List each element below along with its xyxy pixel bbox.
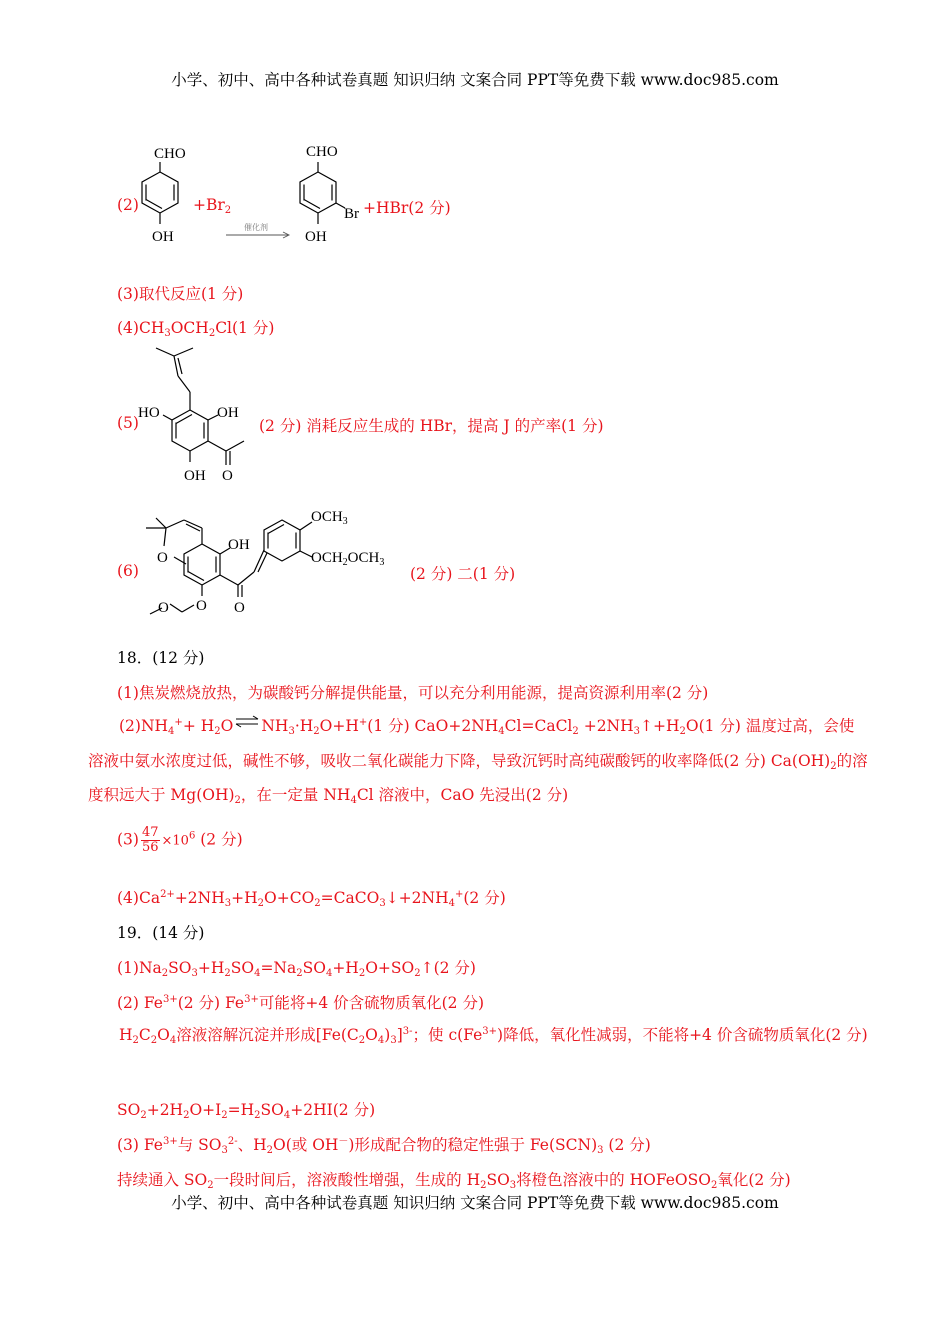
mol6-ether-o-label: O <box>196 598 207 614</box>
mol6-och3-label: $OCH_3$ <box>311 509 348 527</box>
q17-reagent-br2: $+Br_2$ <box>193 196 232 216</box>
mol5-ketone-o-label: O <box>222 468 233 484</box>
q18-part4: $(4)Ca^{2+}+2NH_3+H_2O+CO_2=CaCO_3↓+2NH_4^+(2$ 分) <box>117 889 506 909</box>
q19-part2-explanation: $H_2C_2O_4$溶液溶解沉淀并形成$[Fe(C_2O_4)_3]^{3-}$；使 $c(Fe^{3+})$降低，氧化性减弱，不能将+4 价含硫物质氧化(2 分) <box>119 1026 868 1046</box>
page-header: 小学、初中、高中各种试卷真题 知识归纳 文案合同 PPT等免费下载 www.doc985.com <box>171 71 779 89</box>
q19-part3-explanation: 持续通入 $SO_2$一段时间后，溶液酸性增强，生成的 $H_2SO_3$将橙色溶液中的 HOFeOSO$_2$氧化(2 分) <box>117 1171 791 1191</box>
q19-title: 19．(14 分) <box>117 924 205 942</box>
fraction-47-56: $\frac{47}{56}$ <box>141 825 159 855</box>
mol5-oh-right-label: OH <box>217 405 239 421</box>
molecule-chalcone-product <box>138 500 413 620</box>
q19-part1: $(1)Na_2SO_3+H_2SO_4=Na_2SO_4+H_2O+SO_2↑(2$ 分) <box>117 959 476 979</box>
q17-part4: $(4)CH_3OCH_2Cl(1$ 分) <box>117 319 275 339</box>
q17-part3: (3)取代反应(1 分) <box>117 285 244 303</box>
mol6-ring-o-label: O <box>157 550 168 566</box>
q18-part2: $(2)NH_4^++ H_2O$ $NH_3\cdot H_2O+H^+(1$ 分) $CaO+2NH_4Cl=CaCl_2$ $+2NH_3↑+H_2O(1$ 分) 温度过高，会使溶液中氨水浓度过低，碱性不够，吸收二氧化碳能力下降，导致沉钙时高纯碳酸钙的收率降低(2 分) $Ca(OH)_2$的溶度积远大于 $Mg(OH)_2$，在一定量 $NH_4Cl$ 溶液中，CaO 先浸出(2 分) <box>88 717 868 806</box>
molecule-4-hydroxybenzaldehyde <box>130 140 210 250</box>
mol6-oh-label: OH <box>228 537 250 553</box>
page-footer: 小学、初中、高中各种试卷真题 知识归纳 文案合同 PPT等免费下载 www.doc985.com <box>171 1194 779 1212</box>
mol-a-cho-label: CHO <box>154 146 186 162</box>
q17-part5-label: (5) <box>117 414 139 432</box>
mol-b-cho-label: CHO <box>306 144 338 160</box>
q18-part3: (3) $\frac{47}{56}$ $\times 10^6$ (2 分) <box>117 825 243 855</box>
q17-part5-answer: (2 分) 消耗反应生成的 HBr，提高 J 的产率(1 分) <box>259 417 604 435</box>
q19-part3: (3) $Fe^{3+}$与 $SO_3^{2-}$、$H_2O$(或 OH－)形成配合物的稳定性强于 $Fe(SCN)_3$ (2 分) <box>117 1136 651 1156</box>
q17-part2-label: (2) <box>117 196 139 214</box>
mol-a-oh-label: OH <box>152 229 174 245</box>
q17-part2-product-tail: +HBr(2 分) <box>363 199 451 217</box>
q17-part6-answer: (2 分) 二(1 分) <box>410 565 516 583</box>
mol5-oh-bottom-label: OH <box>184 468 206 484</box>
molecule-prenyl-trihydroxyacetophenone <box>138 340 263 490</box>
mol5-ho-left-label: HO <box>138 405 160 421</box>
q18-part1: (1)焦炭燃烧放热，为碳酸钙分解提供能量，可以充分利用能源，提高资源利用率(2 分) <box>117 684 709 702</box>
q19-part2: (2) $Fe^{3+}(2$ 分) $Fe^{3+}$可能将+4 价含硫物质氧化(2 分) <box>117 994 485 1012</box>
mol6-mom-o-label: O <box>158 600 169 616</box>
catalyst-label: 催化剂 <box>244 223 268 232</box>
q18-title: 18．(12 分) <box>117 649 205 667</box>
q19-part2-equation: $SO_2+2H_2O+I_2=H_2SO_4+2HI(2$ 分) <box>117 1101 376 1121</box>
q17-part6-label: (6) <box>117 562 139 580</box>
mol6-ketone-o-label: O <box>234 600 245 616</box>
mol-b-oh-label: OH <box>305 229 327 245</box>
molecule-3-bromo-4-hydroxybenzaldehyde <box>283 138 373 248</box>
equilibrium-arrow-icon <box>234 715 260 729</box>
mol6-och2och3-label: $OCH_2OCH_3$ <box>311 550 385 568</box>
mol-b-br-label: Br <box>344 206 359 222</box>
